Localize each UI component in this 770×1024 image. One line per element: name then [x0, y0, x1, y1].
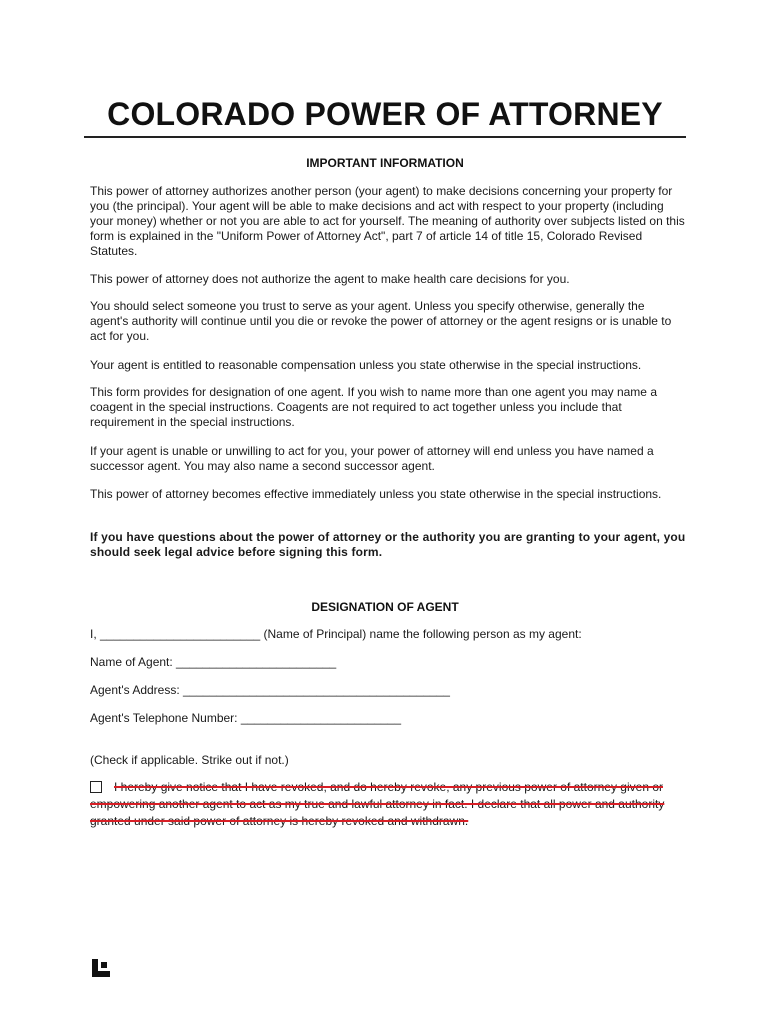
- agent-address-field[interactable]: Agent's Address: ________________________________________: [90, 683, 450, 697]
- paragraph-authorization: This power of attorney authorizes another person (your agent) to make decisions concerning your property for you (the principal). Your agent will be able to make decisions and act with respect to your property (including your money) whether or not you are able to act for yourself. The meaning of authority over subjects listed on this form is explained in the "Uniform Power of Attorney Act", part 7 of article 14 of title 15, Colorado Revised Statutes.: [90, 184, 685, 258]
- check-instruction: (Check if applicable. Strike out if not.): [90, 753, 289, 767]
- principal-name-field[interactable]: I, ________________________ (Name of Principal) name the following person as my agent:: [90, 627, 582, 641]
- agent-telephone-field[interactable]: Agent's Telephone Number: ________________________: [90, 711, 402, 725]
- document-title: COLORADO POWER OF ATTORNEY: [84, 96, 686, 138]
- paragraph-coagent: This form provides for designation of one agent. If you wish to name more than one agent you may name a coagent in the special instructions. Coagents are not required to act together unless you include that requirement in the special instructions.: [90, 385, 657, 429]
- logo-glyph: [92, 959, 110, 977]
- agent-name-field[interactable]: Name of Agent: ________________________: [90, 655, 337, 669]
- paragraph-successor-agent: If your agent is unable or unwilling to act for you, your power of attorney will end unless you have named a successor agent. You may also name a second successor agent.: [90, 444, 654, 473]
- designation-of-agent-heading: DESIGNATION OF AGENT: [311, 600, 459, 614]
- paragraph-health-care: This power of attorney does not authorize the agent to make health care decisions for you.: [90, 272, 570, 286]
- legal-advice-note: If you have questions about the power of attorney or the authority you are granting to your agent, you should seek legal advice before signing this form.: [90, 530, 686, 559]
- paragraph-effective: This power of attorney becomes effective immediately unless you state otherwise in the special instructions.: [90, 487, 662, 501]
- paragraph-select-agent: You should select someone you trust to serve as your agent. Unless you specify otherwise, generally the agent's authority will continue until you die or revoke the power of attorney or the agent resigns or is unable to act for you.: [90, 299, 672, 343]
- paragraph-compensation: Your agent is entitled to reasonable compensation unless you state otherwise in the special instructions.: [90, 358, 642, 372]
- revocation-statement: I hereby give notice that I have revoked, and do hereby revoke, any previous power of attorney given or empowering another agent to act as my true and lawful attorney in fact. I declare that all power and authority granted under said power of attorney is hereby revoked and withdrawn.: [90, 780, 665, 828]
- legal-templates-logo-icon: [92, 959, 110, 977]
- important-information-heading: IMPORTANT INFORMATION: [306, 156, 464, 170]
